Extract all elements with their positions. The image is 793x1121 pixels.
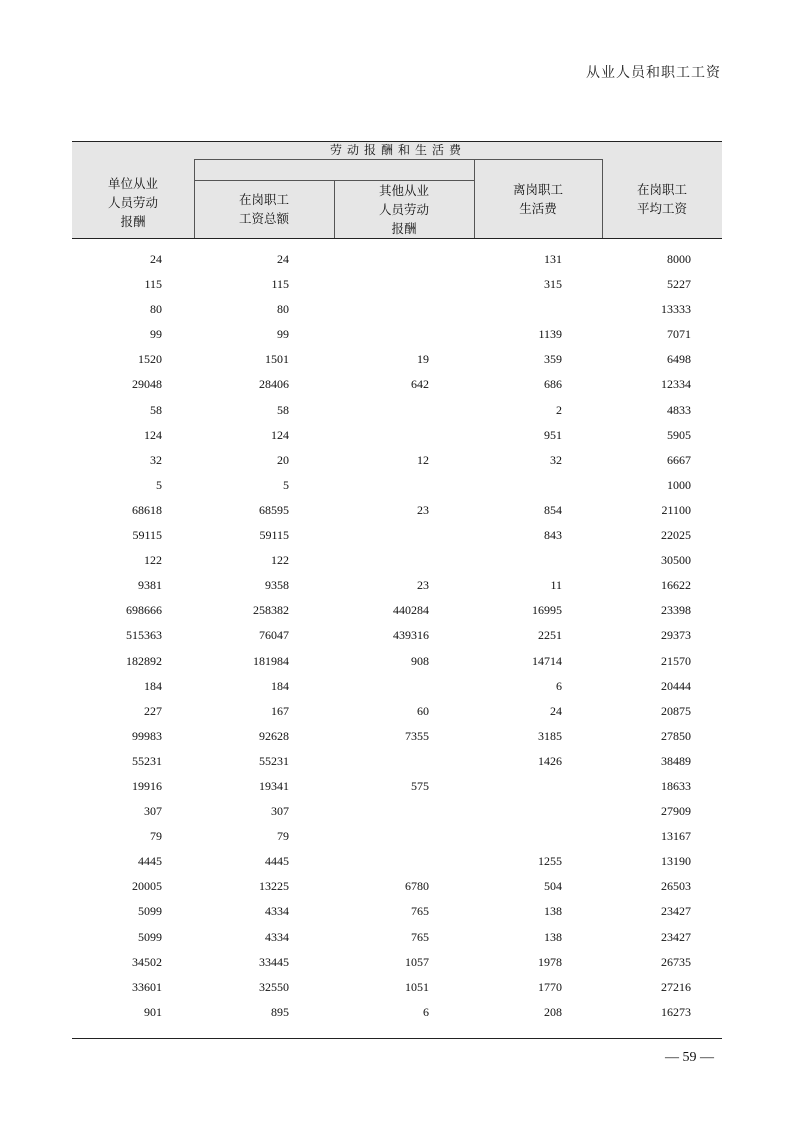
cell-onpost-wage-total: 1501 — [265, 352, 289, 367]
table-row — [72, 801, 722, 826]
cell-onpost-average-wage: 5227 — [667, 277, 691, 292]
header-other-labor-remuneration: 其他从业 人员劳动 报酬 — [378, 182, 429, 236]
cell-other-labor-remuneration: 575 — [411, 778, 429, 793]
cell-onpost-average-wage: 16622 — [661, 578, 691, 593]
table-row — [72, 450, 722, 475]
cell-onpost-average-wage: 18633 — [661, 778, 691, 793]
cell-onpost-wage-total: 13225 — [259, 879, 289, 894]
table-row — [72, 400, 722, 425]
cell-unit-labor-remuneration: 79 — [150, 829, 162, 844]
cell-onpost-wage-total: 4334 — [265, 929, 289, 944]
cell-other-labor-remuneration: 7355 — [405, 728, 429, 743]
cell-offpost-living-expense: 315 — [544, 277, 562, 292]
table-row — [72, 676, 722, 701]
cell-unit-labor-remuneration: 68618 — [132, 502, 162, 517]
header-onpost-wage-total: 在岗职工 工资总额 — [238, 192, 289, 226]
cell-onpost-wage-total: 32550 — [259, 979, 289, 994]
cell-onpost-wage-total: 115 — [271, 277, 289, 292]
table-row — [72, 651, 722, 676]
cell-other-labor-remuneration: 1051 — [405, 979, 429, 994]
cell-unit-labor-remuneration: 124 — [144, 427, 162, 442]
cell-onpost-wage-total: 895 — [271, 1004, 289, 1019]
cell-onpost-wage-total: 28406 — [259, 377, 289, 392]
table-bottom-rule — [72, 1038, 722, 1039]
cell-unit-labor-remuneration: 55231 — [132, 753, 162, 768]
cell-unit-labor-remuneration: 5099 — [138, 904, 162, 919]
table-row — [72, 776, 722, 801]
cell-onpost-average-wage: 6667 — [667, 452, 691, 467]
cell-other-labor-remuneration: 440284 — [393, 603, 429, 618]
running-head: 从业人员和职工工资 — [586, 65, 721, 81]
cell-onpost-average-wage: 26735 — [661, 954, 691, 969]
header-unit-labor-remuneration: 单位从业 人员劳动 报酬 — [107, 175, 158, 229]
table-row — [72, 952, 722, 977]
cell-unit-labor-remuneration: 20005 — [132, 879, 162, 894]
cell-onpost-average-wage: 8000 — [667, 252, 691, 266]
table-row — [72, 1002, 722, 1027]
cell-offpost-living-expense: 951 — [544, 427, 562, 442]
cell-offpost-living-expense: 1770 — [538, 979, 562, 994]
cell-onpost-wage-total: 79 — [277, 829, 289, 844]
cell-unit-labor-remuneration: 99983 — [132, 728, 162, 743]
cell-unit-labor-remuneration: 115 — [144, 277, 162, 292]
table-row — [72, 274, 722, 299]
table-row — [72, 500, 722, 525]
cell-onpost-average-wage: 23427 — [661, 929, 691, 944]
table-header — [72, 142, 722, 239]
table-row — [72, 826, 722, 851]
cell-onpost-average-wage: 26503 — [661, 879, 691, 894]
cell-onpost-wage-total: 55231 — [259, 753, 289, 768]
cell-onpost-wage-total: 307 — [271, 804, 289, 819]
header-onpost-average-wage: 在岗职工 平均工资 — [636, 181, 687, 216]
cell-offpost-living-expense: 131 — [544, 252, 562, 266]
cell-offpost-living-expense: 1978 — [538, 954, 562, 969]
table-body — [72, 239, 722, 1027]
cell-unit-labor-remuneration: 29048 — [132, 377, 162, 392]
cell-onpost-average-wage: 4833 — [667, 402, 691, 417]
table-row — [72, 901, 722, 926]
cell-offpost-living-expense: 11 — [550, 578, 562, 593]
table-row — [72, 374, 722, 399]
cell-unit-labor-remuneration: 307 — [144, 804, 162, 819]
cell-unit-labor-remuneration: 33601 — [132, 979, 162, 994]
cell-unit-labor-remuneration: 99 — [150, 327, 162, 342]
cell-offpost-living-expense: 32 — [550, 452, 562, 467]
cell-onpost-average-wage: 1000 — [667, 477, 691, 492]
cell-onpost-average-wage: 27909 — [661, 804, 691, 819]
cell-onpost-average-wage: 21100 — [661, 502, 691, 517]
cell-offpost-living-expense: 138 — [544, 904, 562, 919]
cell-onpost-wage-total: 68595 — [259, 502, 289, 517]
cell-unit-labor-remuneration: 58 — [150, 402, 162, 417]
cell-unit-labor-remuneration: 5 — [156, 477, 162, 492]
cell-onpost-wage-total: 58 — [277, 402, 289, 417]
cell-onpost-average-wage: 12334 — [661, 377, 691, 392]
cell-other-labor-remuneration: 19 — [417, 352, 429, 367]
cell-onpost-average-wage: 7071 — [667, 327, 691, 342]
cell-other-labor-remuneration: 439316 — [393, 628, 429, 643]
cell-offpost-living-expense: 504 — [544, 879, 562, 894]
cell-onpost-wage-total: 124 — [271, 427, 289, 442]
cell-unit-labor-remuneration: 34502 — [132, 954, 162, 969]
cell-unit-labor-remuneration: 59115 — [132, 528, 162, 543]
cell-onpost-wage-total: 4445 — [265, 854, 289, 869]
cell-unit-labor-remuneration: 4445 — [138, 854, 162, 869]
cell-offpost-living-expense: 1139 — [538, 327, 562, 342]
cell-offpost-living-expense: 359 — [544, 352, 562, 367]
cell-onpost-wage-total: 33445 — [259, 954, 289, 969]
table-row — [72, 525, 722, 550]
cell-offpost-living-expense: 854 — [544, 502, 562, 517]
table-row — [72, 751, 722, 776]
cell-unit-labor-remuneration: 227 — [144, 703, 162, 718]
cell-unit-labor-remuneration: 698666 — [126, 603, 162, 618]
cell-other-labor-remuneration: 908 — [411, 653, 429, 668]
cell-onpost-average-wage: 27216 — [661, 979, 691, 994]
cell-offpost-living-expense: 14714 — [532, 653, 562, 668]
cell-onpost-wage-total: 20 — [277, 452, 289, 467]
cell-unit-labor-remuneration: 122 — [144, 553, 162, 568]
cell-onpost-wage-total: 122 — [271, 553, 289, 568]
cell-other-labor-remuneration: 23 — [417, 578, 429, 593]
cell-other-labor-remuneration: 642 — [411, 377, 429, 392]
cell-unit-labor-remuneration: 1520 — [138, 352, 162, 367]
table-row — [72, 927, 722, 952]
cell-offpost-living-expense: 686 — [544, 377, 562, 392]
cell-unit-labor-remuneration: 515363 — [126, 628, 162, 643]
cell-onpost-average-wage: 16273 — [661, 1004, 691, 1019]
cell-onpost-average-wage: 5905 — [667, 427, 691, 442]
cell-other-labor-remuneration: 23 — [417, 502, 429, 517]
data-table — [72, 141, 722, 1027]
cell-onpost-average-wage: 23398 — [661, 603, 691, 618]
table-row — [72, 324, 722, 349]
cell-offpost-living-expense: 2251 — [538, 628, 562, 643]
cell-unit-labor-remuneration: 9381 — [138, 578, 162, 593]
table-row — [72, 726, 722, 751]
cell-onpost-average-wage: 38489 — [661, 753, 691, 768]
cell-other-labor-remuneration: 6780 — [405, 879, 429, 894]
cell-onpost-average-wage: 13190 — [661, 854, 691, 869]
cell-onpost-average-wage: 29373 — [661, 628, 691, 643]
cell-other-labor-remuneration: 765 — [411, 929, 429, 944]
header-offpost-living-expense: 离岗职工 生活费 — [512, 181, 563, 216]
cell-other-labor-remuneration: 60 — [417, 703, 429, 718]
cell-onpost-wage-total: 181984 — [253, 653, 289, 668]
cell-onpost-average-wage: 23427 — [661, 904, 691, 919]
cell-offpost-living-expense: 208 — [544, 1004, 562, 1019]
cell-onpost-average-wage: 27850 — [661, 728, 691, 743]
table-row — [72, 600, 722, 625]
table-row — [72, 349, 722, 374]
cell-unit-labor-remuneration: 24 — [150, 252, 162, 266]
table-row — [72, 249, 722, 274]
cell-onpost-wage-total: 5 — [283, 477, 289, 492]
cell-unit-labor-remuneration: 182892 — [126, 653, 162, 668]
cell-onpost-average-wage: 22025 — [661, 528, 691, 543]
cell-onpost-wage-total: 4334 — [265, 904, 289, 919]
table-row — [72, 625, 722, 650]
cell-onpost-wage-total: 80 — [277, 302, 289, 317]
cell-onpost-wage-total: 184 — [271, 678, 289, 693]
cell-onpost-average-wage: 20444 — [661, 678, 691, 693]
cell-onpost-wage-total: 19341 — [259, 778, 289, 793]
cell-offpost-living-expense: 2 — [556, 402, 562, 417]
page-number: — 59 — — [665, 1050, 714, 1065]
header-band-title: 劳动报酬和生活费 — [194, 142, 602, 160]
cell-other-labor-remuneration: 1057 — [405, 954, 429, 969]
cell-onpost-wage-total: 92628 — [259, 728, 289, 743]
cell-onpost-average-wage: 21570 — [661, 653, 691, 668]
cell-onpost-average-wage: 6498 — [667, 352, 691, 367]
cell-onpost-wage-total: 258382 — [253, 603, 289, 618]
cell-unit-labor-remuneration: 5099 — [138, 929, 162, 944]
cell-other-labor-remuneration: 765 — [411, 904, 429, 919]
cell-offpost-living-expense: 138 — [544, 929, 562, 944]
cell-unit-labor-remuneration: 901 — [144, 1004, 162, 1019]
cell-offpost-living-expense: 16995 — [532, 603, 562, 618]
cell-onpost-wage-total: 76047 — [259, 628, 289, 643]
cell-onpost-wage-total: 167 — [271, 703, 289, 718]
cell-offpost-living-expense: 1255 — [538, 854, 562, 869]
cell-unit-labor-remuneration: 32 — [150, 452, 162, 467]
cell-onpost-wage-total: 24 — [277, 252, 289, 266]
table-row — [72, 701, 722, 726]
table-row — [72, 299, 722, 324]
cell-onpost-average-wage: 13333 — [661, 302, 691, 317]
cell-offpost-living-expense: 843 — [544, 528, 562, 543]
cell-offpost-living-expense: 6 — [556, 678, 562, 693]
table-row — [72, 851, 722, 876]
cell-other-labor-remuneration: 12 — [417, 452, 429, 467]
table-row — [72, 550, 722, 575]
table-row — [72, 425, 722, 450]
cell-unit-labor-remuneration: 184 — [144, 678, 162, 693]
cell-other-labor-remuneration: 6 — [423, 1004, 429, 1019]
cell-onpost-average-wage: 13167 — [661, 829, 691, 844]
cell-onpost-average-wage: 20875 — [661, 703, 691, 718]
cell-offpost-living-expense: 1426 — [538, 753, 562, 768]
cell-unit-labor-remuneration: 19916 — [132, 778, 162, 793]
cell-onpost-wage-total: 59115 — [259, 528, 289, 543]
table-row — [72, 475, 722, 500]
cell-offpost-living-expense: 3185 — [538, 728, 562, 743]
cell-unit-labor-remuneration: 80 — [150, 302, 162, 317]
cell-onpost-wage-total: 99 — [277, 327, 289, 342]
cell-offpost-living-expense: 24 — [550, 703, 562, 718]
table-row — [72, 977, 722, 1002]
table-row — [72, 575, 722, 600]
cell-onpost-wage-total: 9358 — [265, 578, 289, 593]
cell-onpost-average-wage: 30500 — [661, 553, 691, 568]
table-row — [72, 876, 722, 901]
